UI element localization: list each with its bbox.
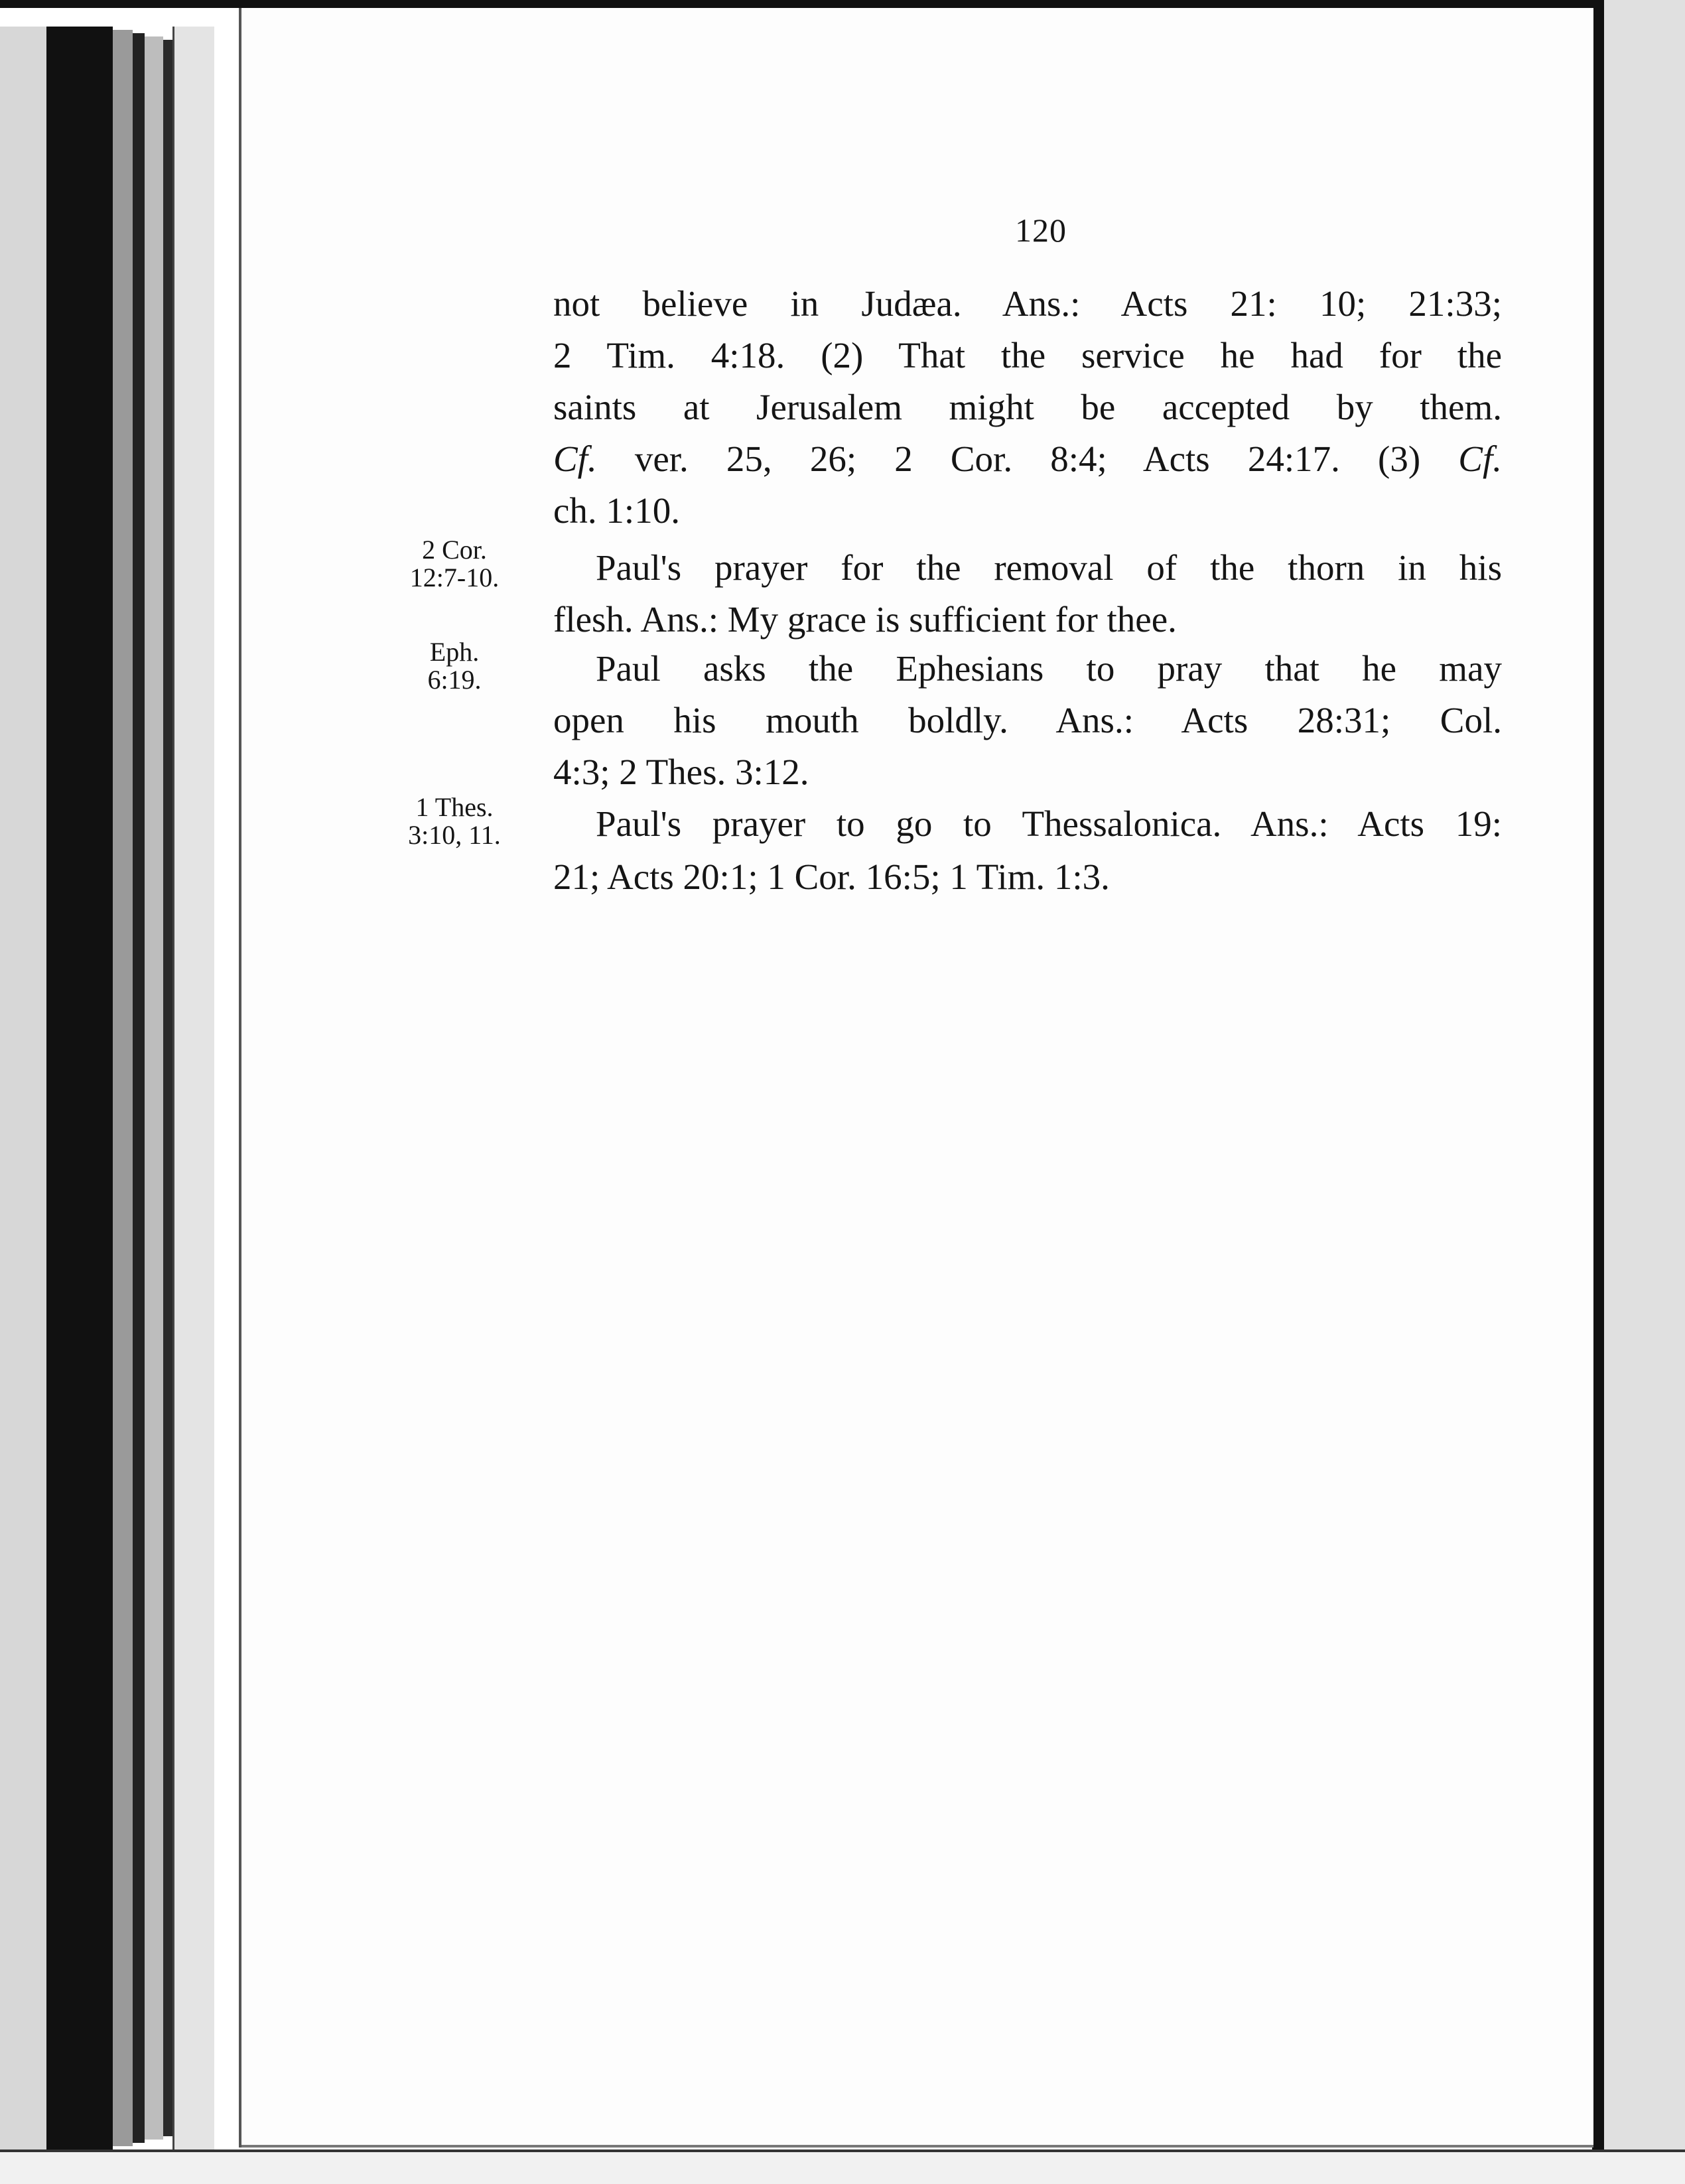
book-edge-left [0, 27, 46, 2150]
text-line [553, 441, 1502, 477]
book-edge-right-shadow [1592, 0, 1604, 2156]
text-line: ch. 1:10. [553, 490, 680, 531]
margin-reference-book: 2 Cor. [422, 535, 487, 565]
scan-bottom-border [0, 2150, 1685, 2184]
cf-abbrev: Cf. [1458, 439, 1502, 479]
cf-abbrev: Cf. [553, 439, 597, 479]
page-stack-edge [172, 27, 214, 2150]
text-line: Paul's prayer to go to Thessalonica. Ans.: Acts 19: [596, 803, 1502, 844]
page-stack-edge [163, 40, 172, 2136]
margin-reference-verse: 3:10, 11. [408, 820, 501, 850]
page-stack-edge [133, 33, 145, 2143]
margin-reference-verse: 6:19. [427, 665, 482, 695]
book-edge-right [1604, 0, 1685, 2156]
margin-reference-book: Eph. [429, 637, 480, 667]
page-stack-edge [113, 30, 133, 2146]
text-line: flesh. Ans.: My grace is sufficient for thee. [553, 599, 1177, 640]
text-span: ver. 25, 26; 2 Cor. 8:4; Acts 24:17. (3) [596, 439, 1459, 479]
text-line: Paul's prayer for the removal of the thorn in his [596, 547, 1502, 588]
margin-reference-book: 1 Thes. [415, 792, 494, 822]
book-page [239, 8, 1593, 2148]
margin-reference [375, 638, 534, 694]
text-line: open his mouth boldly. Ans.: Acts 28:31; Col. [553, 700, 1502, 740]
margin-reference [375, 536, 534, 592]
text-line: Paul asks the Ephesians to pray that he may [596, 648, 1502, 689]
text-line: not believe in Judæa. Ans.: Acts 21: 10; 21:33; [553, 283, 1502, 324]
margin-reference [375, 793, 534, 849]
text-line: saints at Jerusalem might be accepted by them. [553, 387, 1502, 427]
page-stack-edge [145, 36, 163, 2140]
text-line: 21; Acts 20:1; 1 Cor. 16:5; 1 Tim. 1:3. [553, 856, 1110, 897]
text-line: 2 Tim. 4:18. (2) That the service he had for the [553, 335, 1502, 375]
text-line: 4:3; 2 Thes. 3:12. [553, 752, 809, 792]
book-spine-shadow [46, 27, 113, 2150]
page-number: 120 [1015, 212, 1067, 249]
margin-reference-verse: 12:7-10. [409, 563, 500, 592]
scan-top-border [0, 0, 1592, 8]
